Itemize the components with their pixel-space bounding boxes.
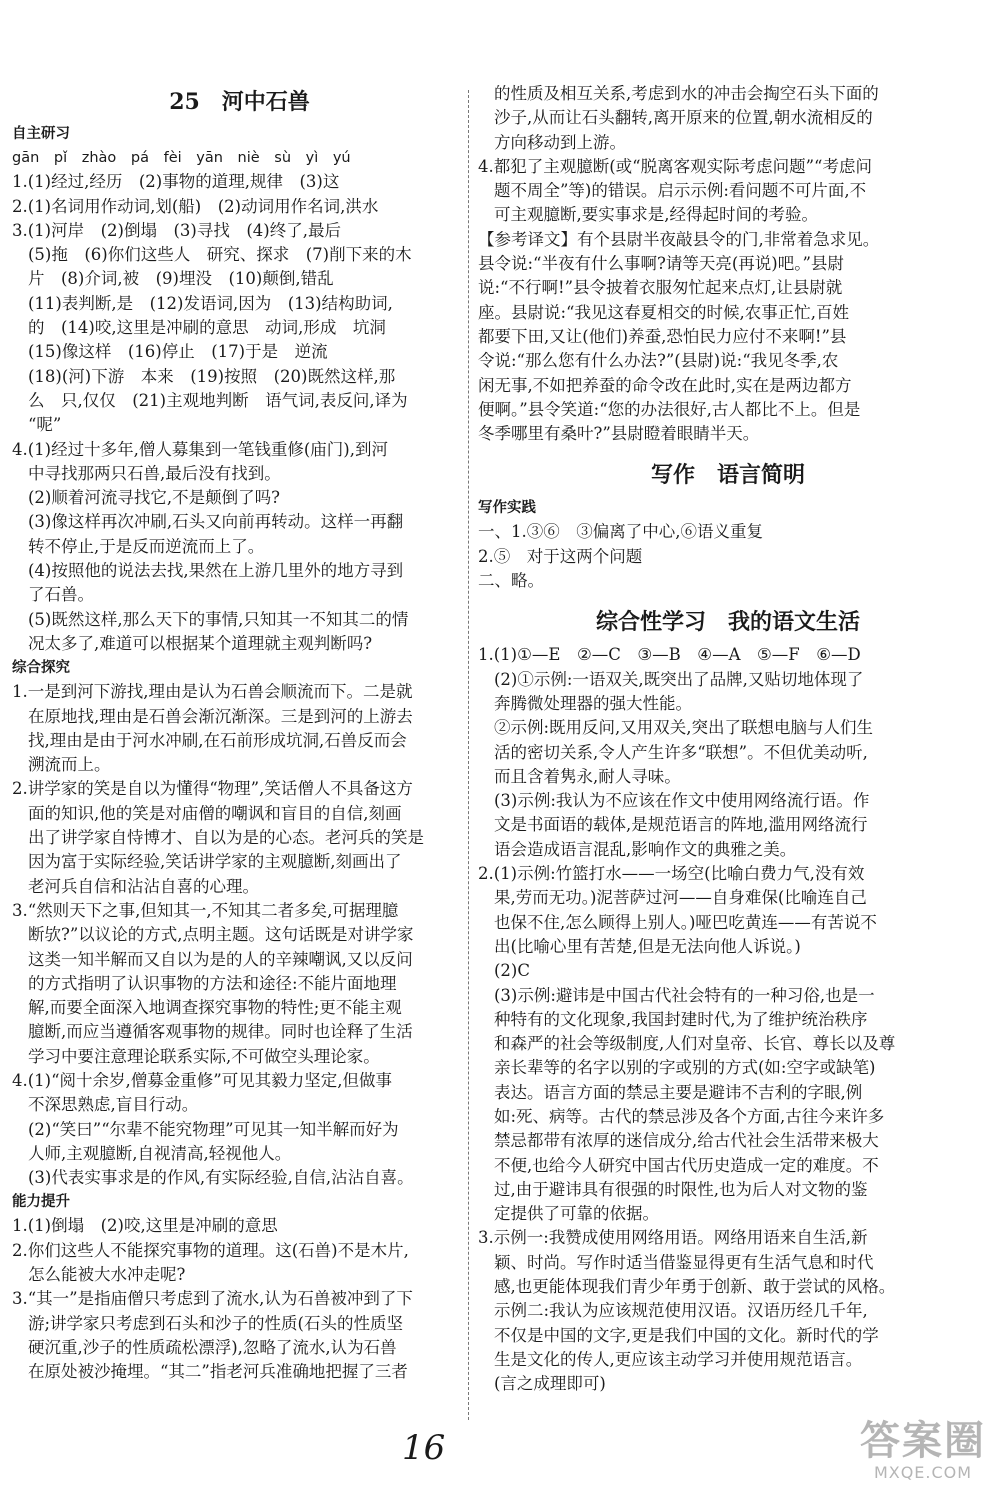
text-line: (5)拖 (6)你们这些人 研究、探求 (7)削下来的木	[28, 245, 412, 265]
text-line: 4.都犯了主观臆断(或“脱离客观实际考虑问题”“考虑问	[478, 156, 872, 176]
watermark	[860, 1419, 986, 1482]
text-line: ②示例:既用反问,又用双关,突出了联想电脑与人们生	[494, 718, 874, 738]
text-line: 出(比喻心里有苦楚,但是无法向他人诉说。)	[494, 936, 801, 956]
text-line: 因为富于实际经验,笑话讲学家的主观臆断,刻画出了	[28, 852, 402, 872]
text-line: 2.(1)示例:竹篮打水——一场空(比喻白费力气,没有效	[478, 864, 865, 884]
text-line: 的方式指明了认识事物的方法和途径:不能片面地理	[28, 973, 397, 993]
pinyin-line: gān pǐ zhào pá fèi yān niè sù yì yú	[12, 150, 351, 166]
text-line: 在原地找,理由是石兽会渐沉渐深。三是到河的上游去	[28, 706, 413, 726]
text-line: 语会造成语言混乱,影响作文的典雅之美。	[494, 839, 797, 859]
text-line: 一、1.③⑥ ③偏离了中心,⑥语义重复	[478, 522, 763, 542]
text-line: (5)既然这样,那么天下的事情,只知其一不知其二的情	[28, 609, 409, 629]
section-title: 写作 语言简明	[650, 462, 805, 489]
text-line: 老河兵自信和沾沾自喜的心理。	[28, 876, 259, 896]
subsection-heading: 写作实践	[478, 500, 536, 517]
text-line: 也保不住,怎么顾得上别人。)哑巴吃黄连——有苦说不	[494, 912, 877, 932]
text-line: 片 (8)介词,被 (9)埋没 (10)颠倒,错乱	[28, 269, 334, 289]
text-line: 亲长辈等的名字以别的字或别的方式(如:空字或缺笔)	[494, 1058, 876, 1078]
text-line: 过,由于避讳具有很强的时限性,也为后人对文物的鉴	[494, 1179, 868, 1199]
text-line: (2)①示例:一语双关,既突出了品牌,又贴切地体现了	[494, 669, 864, 689]
text-line: 解,而要全面深入地调查探究事物的特性;更不能主观	[28, 998, 402, 1018]
text-line: 4.(1)“阅十余岁,僧募金重修”可见其毅力坚定,但做事	[12, 1070, 392, 1090]
text-line: 2.你们这些人不能探究事物的道理。这(石兽)不是木片,	[12, 1240, 409, 1260]
text-line: 的 (14)咬,这里是冲刷的意思 动词,形成 坑洞	[28, 318, 386, 338]
text-line: (2)“笑曰”“尔辈不能究物理”可见其一知半解而好为	[28, 1119, 399, 1139]
text-line: 在原处被沙掩埋。“其二”指老河兵准确地把握了三者	[28, 1362, 408, 1382]
text-line: 题不周全”等)的错误。启示示例:看问题不可片面,不	[494, 181, 867, 201]
text-line: 1.一是到河下游找,理由是认为石兽会顺流而下。二是就	[12, 682, 413, 702]
text-line: 了石兽。	[28, 585, 94, 605]
subsection-heading: 能力提升	[12, 1194, 70, 1211]
page-number: 16	[402, 1428, 446, 1468]
text-line: 不仅是中国的文字,更是我们中国的文化。新时代的学	[494, 1325, 879, 1345]
text-line: 3.“其一”是指庙僧只考虑到了流水,认为石兽被冲到了下	[12, 1289, 413, 1309]
watermark-url: MXQE.COM	[873, 1463, 973, 1482]
text-line: 2.(1)名词用作动词,划(船) (2)动词用作名词,洪水	[12, 196, 379, 216]
text-line: 方向移动到上游。	[494, 132, 626, 152]
text-line: 奔腾微处理器的强大性能。	[494, 693, 692, 713]
text-line: (18)(河)下游 本来 (19)按照 (20)既然这样,那	[28, 366, 396, 386]
text-line: 不便,也给今人研究中国古代历史造成一定的难度。不	[494, 1155, 879, 1175]
text-line: 臆断,而应当遵循客观事物的规律。同时也诠释了生活	[28, 1022, 413, 1042]
text-line: (15)像这样 (16)停止 (17)于是 逆流	[28, 342, 328, 362]
text-line: (4)按照他的说法去找,果然在上游几里外的地方寻到	[28, 561, 404, 581]
text-line: 转不停止,于是反而逆流而上了。	[28, 536, 265, 556]
section-title: 综合性学习 我的语文生活	[595, 609, 860, 636]
text-line: (言之成理即可)	[494, 1374, 606, 1394]
text-line: 生是文化的传人,更应该主动学习并使用规范语言。	[494, 1349, 863, 1369]
text-line: 便啊。”县令笑道:“您的办法很好,古人都比不上。但是	[478, 399, 861, 419]
text-line: 3.(1)河岸 (2)倒塌 (3)寻找 (4)终了,最后	[12, 220, 341, 240]
text-line: 而且含着隽永,耐人寻味。	[494, 766, 681, 786]
text-line: 学习中要注意理论联系实际,不可做空头理论家。	[28, 1046, 380, 1066]
watermark-logo: 答案圈	[860, 1418, 986, 1464]
text-line: 断欤?”以议论的方式,点明主题。这句话既是对讲学家	[28, 925, 414, 945]
right-column	[478, 82, 978, 1397]
text-line: 二、略。	[478, 571, 544, 591]
text-line: 种特有的文化现象,我国封建时代,为了维护统治秩序	[494, 1009, 868, 1029]
text-line: 么 只,仅仅 (21)主观地判断 语气词,表反问,译为	[28, 390, 408, 410]
text-line: 禁忌都带有浓厚的迷信成分,给古代社会生活带来极大	[494, 1131, 879, 1151]
text-line: 都要下田,又让(他们)养蚕,恐怕民力应付不来啊!”县	[478, 326, 847, 346]
text-line: “呢”	[28, 415, 62, 435]
text-line: 找,理由是由于河水冲刷,在石前形成坑洞,石兽反而会	[28, 730, 407, 750]
column-divider	[468, 90, 469, 1420]
text-line: 2.⑤ 对于这两个问题	[478, 546, 643, 566]
text-line: 颖、时尚。写作时适当借鉴显得更有生活气息和时代	[494, 1252, 874, 1272]
text-line: 中寻找那两只石兽,最后没有找到。	[28, 463, 281, 483]
text-line: 可主观臆断,要实事求是,经得起时间的考验。	[494, 205, 818, 225]
text-line: (3)像这样再次冲刷,石头又向前再转动。这样一再翻	[28, 512, 404, 532]
text-line: (2)顺着河流寻找它,不是颠倒了吗?	[28, 488, 280, 508]
text-line: (11)表判断,是 (12)发语词,因为 (13)结构助词,	[28, 293, 393, 313]
section-title: 25 河中石兽	[169, 89, 310, 115]
text-line: 闲无事,不如把养蚕的命令改在此时,实在是两边都方	[478, 375, 852, 395]
text-line: 1.(1)倒塌 (2)咬,这里是冲刷的意思	[12, 1216, 278, 1236]
text-line: 和森严的社会等级制度,人们对皇帝、长官、尊长以及尊	[494, 1034, 896, 1054]
text-line: 沙子,从而让石头翻转,离开原来的位置,朝水流相反的	[494, 108, 873, 128]
text-line: 的性质及相互关系,考虑到水的冲击会掏空石头下面的	[494, 84, 879, 103]
text-line: 县令说:“半夜有什么事啊?请等天亮(再说)吧。”县尉	[478, 254, 844, 274]
text-line: 溯流而上。	[28, 755, 111, 775]
text-line: 文是书面语的载体,是规范语言的阵地,滥用网络流行	[494, 815, 868, 835]
text-line: 冬季哪里有桑叶?”县尉瞪着眼睛半天。	[478, 424, 760, 444]
text-line: 这类一知半解而又自以为是的人的辛辣嘲讽,又以反问	[28, 949, 413, 969]
text-line: 【参考译文】有个县尉半夜敲县令的门,非常着急求见。	[478, 229, 880, 249]
text-line: 1.(1)经过,经历 (2)事物的道理,规律 (3)这	[12, 172, 340, 192]
text-line: 表达。语言方面的禁忌主要是避讳不吉利的字眼,例	[494, 1082, 863, 1102]
subsection-heading: 自主研习	[12, 126, 70, 142]
text-line: 如:死、病等。古代的禁忌涉及各个方面,古往今来许多	[494, 1106, 885, 1126]
text-line: 定提供了可靠的依据。	[494, 1204, 659, 1224]
text-line: 示例二:我认为应该规范使用汉语。汉语历经几千年,	[494, 1301, 868, 1321]
text-line: 出了讲学家自恃博才、自以为是的心态。老河兵的笑是	[28, 828, 424, 848]
left-column	[12, 82, 467, 1385]
text-line: 令说:“那么您有什么办法?”(县尉)说:“我见冬季,农	[478, 351, 839, 371]
text-line: 面的知识,他的笑是对庙僧的嘲讽和盲目的自信,刻画	[28, 803, 402, 823]
text-line: (3)代表实事求是的作风,有实际经验,自信,沾沾自喜。	[28, 1168, 414, 1188]
text-line: 不深思熟虑,盲目行动。	[28, 1095, 199, 1115]
subsection-heading: 综合探究	[12, 660, 70, 677]
text-line: 座。县尉说:“我见这春夏相交的时候,农事正忙,百姓	[478, 302, 849, 322]
text-line: (2)C	[494, 961, 530, 981]
text-line: 感,也更能体现我们青少年勇于创新、敢于尝试的风格。	[494, 1277, 896, 1297]
text-line: 活的密切关系,令人产生许多“联想”。不但优美动听,	[494, 742, 868, 762]
text-line: 硬沉重,沙子的性质疏松漂浮),忽略了流水,认为石兽	[28, 1337, 397, 1357]
text-line: 果,劳而无功。)泥菩萨过河——自身难保(比喻连自己	[494, 888, 867, 908]
text-line: (3)示例:避讳是中国古代社会特有的一种习俗,也是一	[494, 985, 875, 1005]
text-line: 1.(1)①—E ②—C ③—B ④—A ⑤—F ⑥—D	[478, 645, 861, 665]
text-line: 游;讲学家只考虑到石头和沙子的性质(石头的性质坚	[28, 1313, 403, 1333]
text-line: 人师,主观臆断,自视清高,轻视他人。	[28, 1143, 292, 1163]
text-line: (3)示例:我认为不应该在作文中使用网络流行语。作	[494, 791, 870, 811]
text-line: 怎么能被大水冲走呢?	[28, 1265, 186, 1285]
text-line: 3.“然则天下之事,但知其一,不知其二者多矣,可据理臆	[12, 900, 399, 920]
text-line: 2.讲学家的笑是自以为懂得“物理”,笑话僧人不具备这方	[12, 779, 413, 799]
text-line: 4.(1)经过十多年,僧人募集到一笔钱重修(庙门),到河	[12, 439, 388, 459]
text-line: 况太多了,难道可以根据某个道理就主观判断吗?	[28, 633, 373, 653]
text-line: 说:“不行啊!”县令披着衣服匆忙起来点灯,让县尉就	[478, 278, 843, 298]
text-line: 3.示例一:我赞成使用网络用语。网络用语来自生活,新	[478, 1228, 868, 1248]
